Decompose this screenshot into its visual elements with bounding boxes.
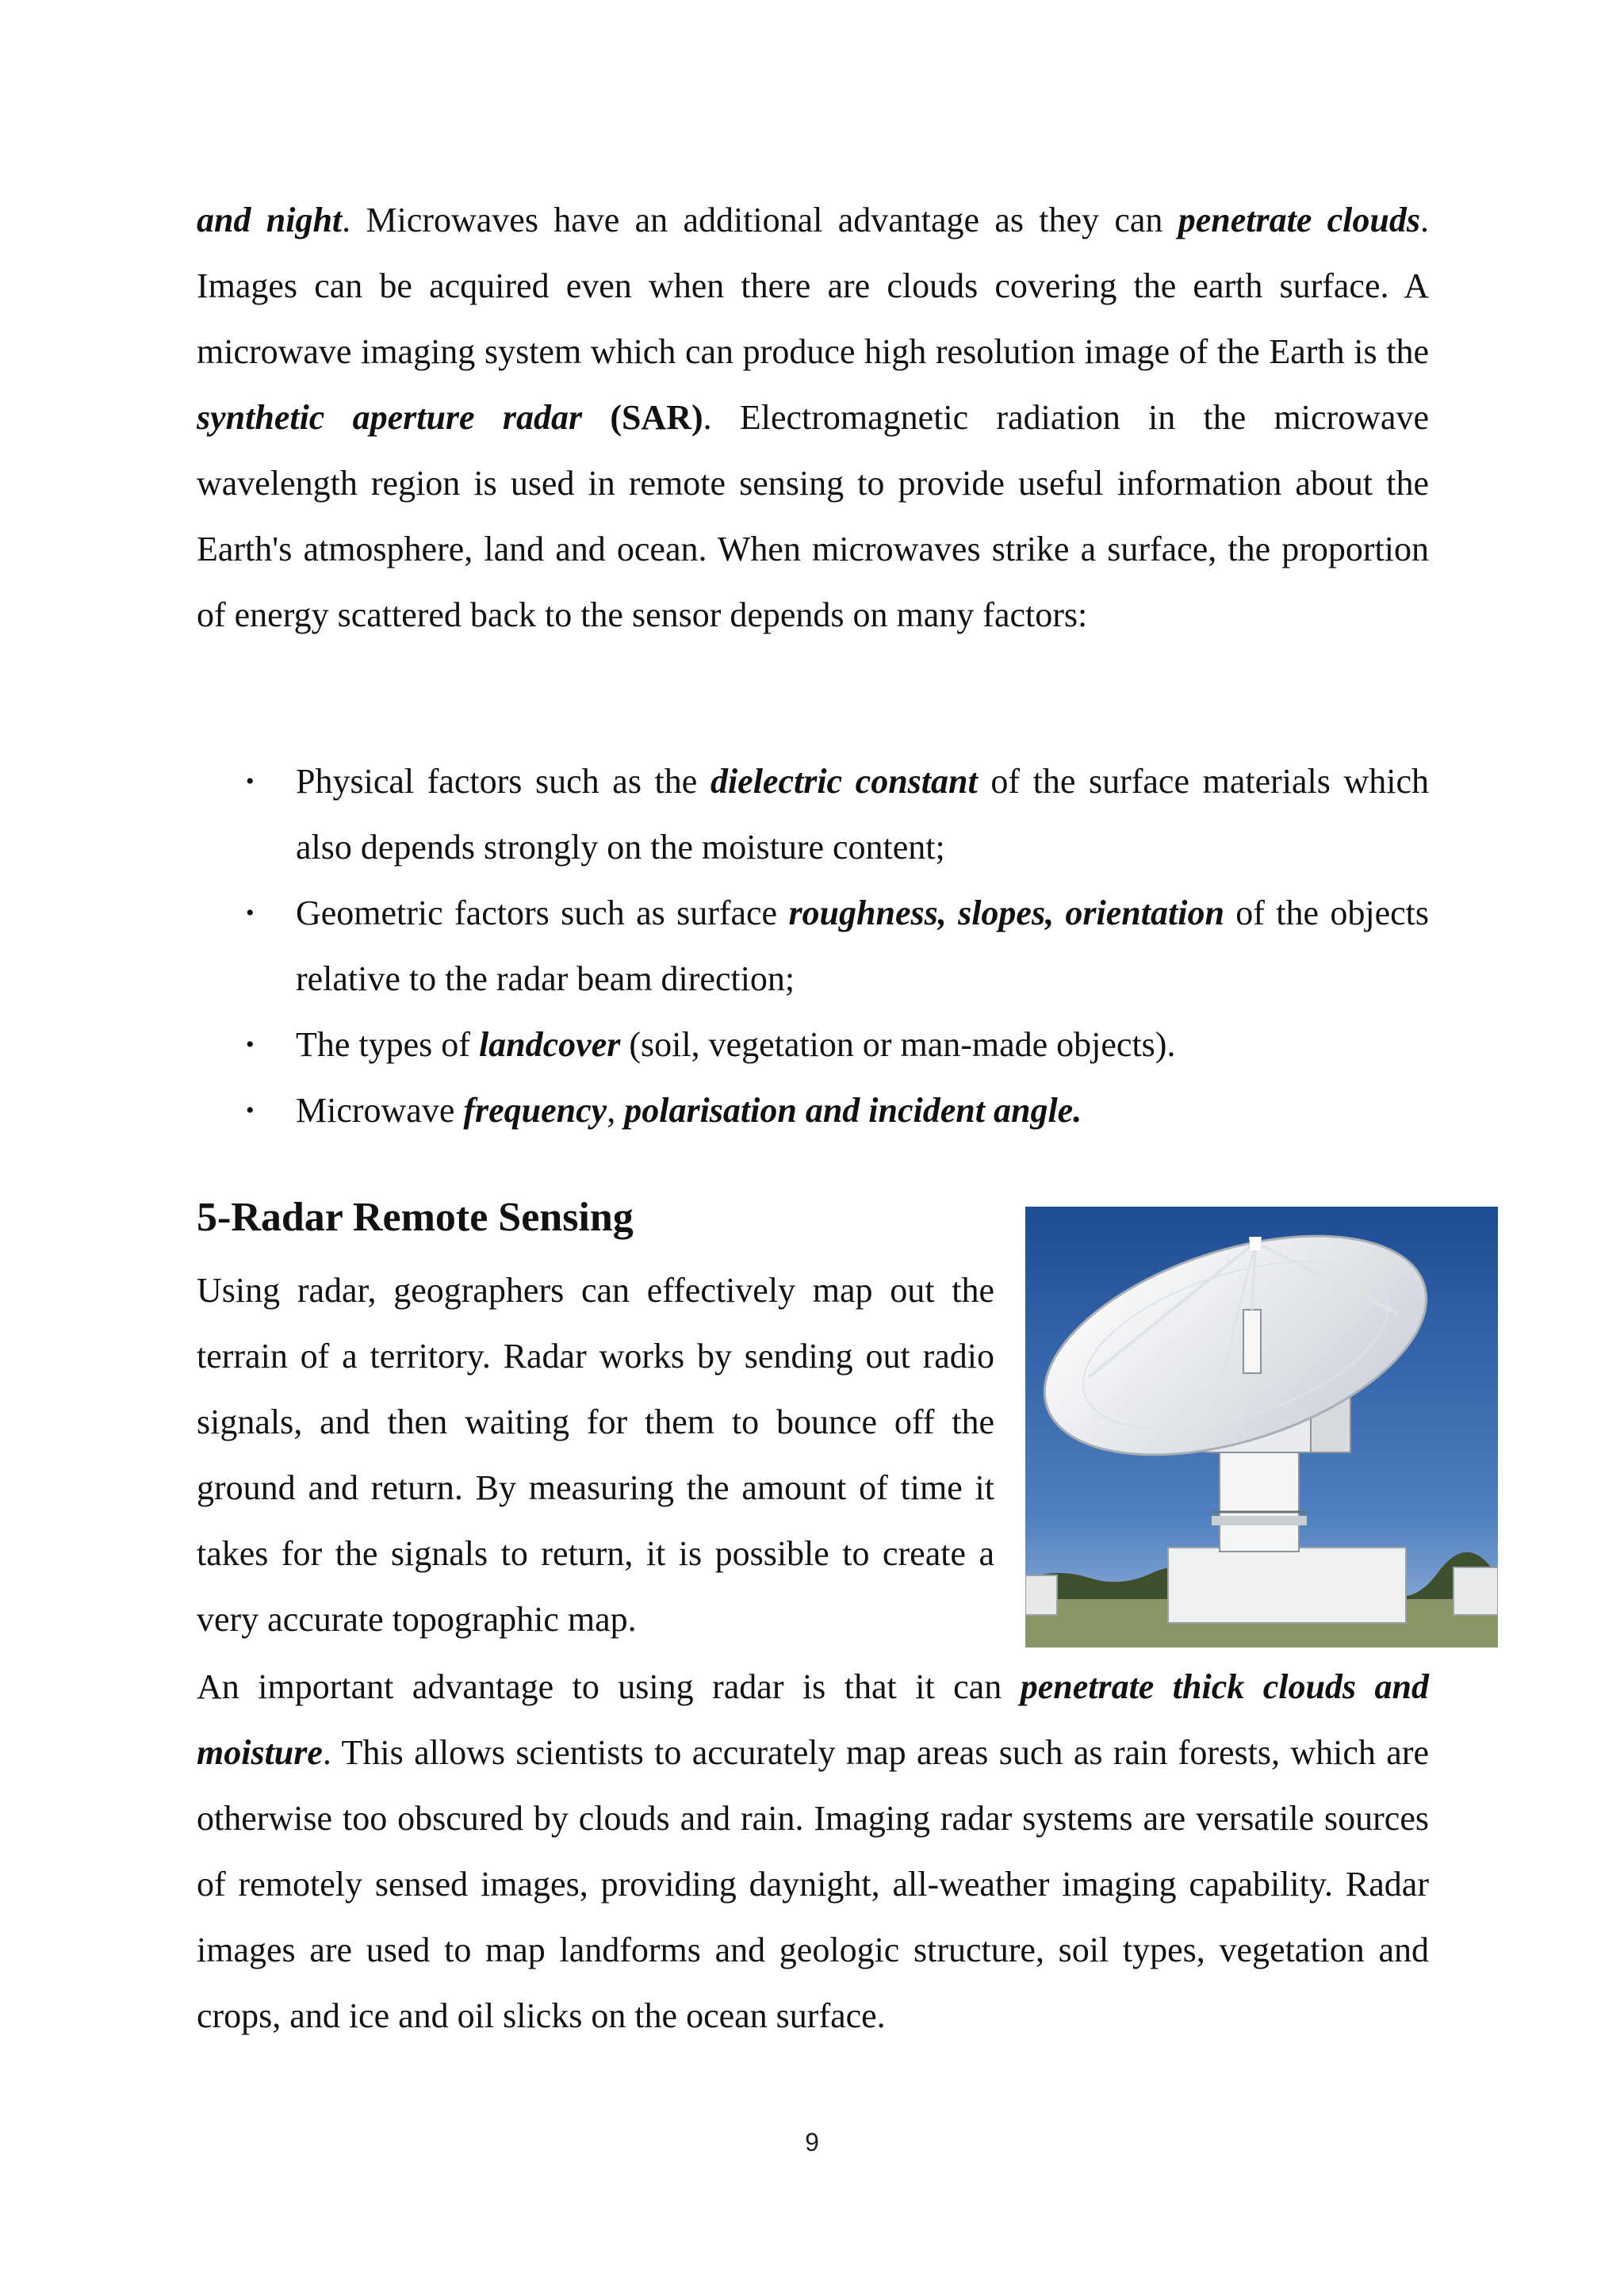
emphasis-text: dielectric constant [710,762,978,801]
body-paragraph-radar-advantages [197,1654,1429,2049]
body-text: Geometric factors such as surface [296,894,789,932]
emphasis-text: penetrate clouds [1178,201,1420,239]
factors-list [197,748,1429,1143]
emphasis-text: and night [197,201,343,239]
body-text: of the objects relative to the radar beam direction; [296,894,1429,998]
list-item [197,1012,1429,1077]
body-text: . Images can be acquired even when there are clouds covering the earth surface. A microwave imaging system which can produce high resolution image of the Earth is the [197,201,1429,371]
body-text: The types of [296,1025,479,1064]
section-heading: 5-Radar Remote Sensing [197,1195,634,1240]
body-text: of the surface materials which also depends strongly on the moisture content; [296,762,1430,867]
radar-dish-image [1025,1207,1498,1647]
emphasis-text: roughness, slopes, orientation [788,894,1224,932]
list-item [197,1077,1429,1143]
emphasis-text: synthetic aperture radar [197,398,583,437]
body-text: (soil, vegetation or man-made objects). [620,1025,1176,1064]
emphasis-text: penetrate thick clouds and moisture [197,1667,1429,1772]
emphasis-text: polarisation and incident angle. [624,1091,1082,1130]
body-text: , [607,1091,625,1130]
body-text: . This allows scientists to accurately map areas such as rain forests, which are otherwise too obscured by clouds and rain. Imaging radar systems are versatile sources of remotely sensed images, providing daynight, all-weather imaging capability. Radar images are used to map landforms and geologic structure, soil types, vegetation and crops, and ice and oil slicks on the ocean surface. [197,1733,1429,2035]
bullet-icon: • [246,768,255,794]
body-text: Microwave [296,1091,464,1130]
bullet-icon: • [246,1031,255,1058]
body-text: . Microwaves have an additional advantage as they can [342,201,1178,239]
body-text: . Electromagnetic radiation in the microwave wavelength region is used in remote sensing to provide useful information about the Earth's atmosphere, land and ocean. When microwaves strike a surface, the proportion of energy scattered back to the sensor depends on many factors: [197,398,1429,634]
body-text: Physical factors such as the [296,762,710,801]
body-text [582,398,610,437]
bullet-icon: • [246,1097,255,1123]
bullet-icon: • [246,900,255,926]
emphasis-text: frequency [463,1091,607,1130]
body-paragraph-radar: Using radar, geographers can effectively map out the terrain of a territory. Radar works by sending out radio signals, and then waiting for them to bounce off the ground and return. By measuring the amount of time it takes for the signals to return, it is possible to create a very accurate topographic map. [197,1271,994,1639]
page-number: 9 [805,2128,819,2156]
body-paragraph-microwave [197,187,1429,648]
list-item [197,748,1429,880]
body-text: An important advantage to using radar is that it can [197,1667,1021,1706]
list-item [197,880,1429,1012]
bold-text: (SAR) [610,398,703,437]
emphasis-text: landcover [478,1025,621,1064]
